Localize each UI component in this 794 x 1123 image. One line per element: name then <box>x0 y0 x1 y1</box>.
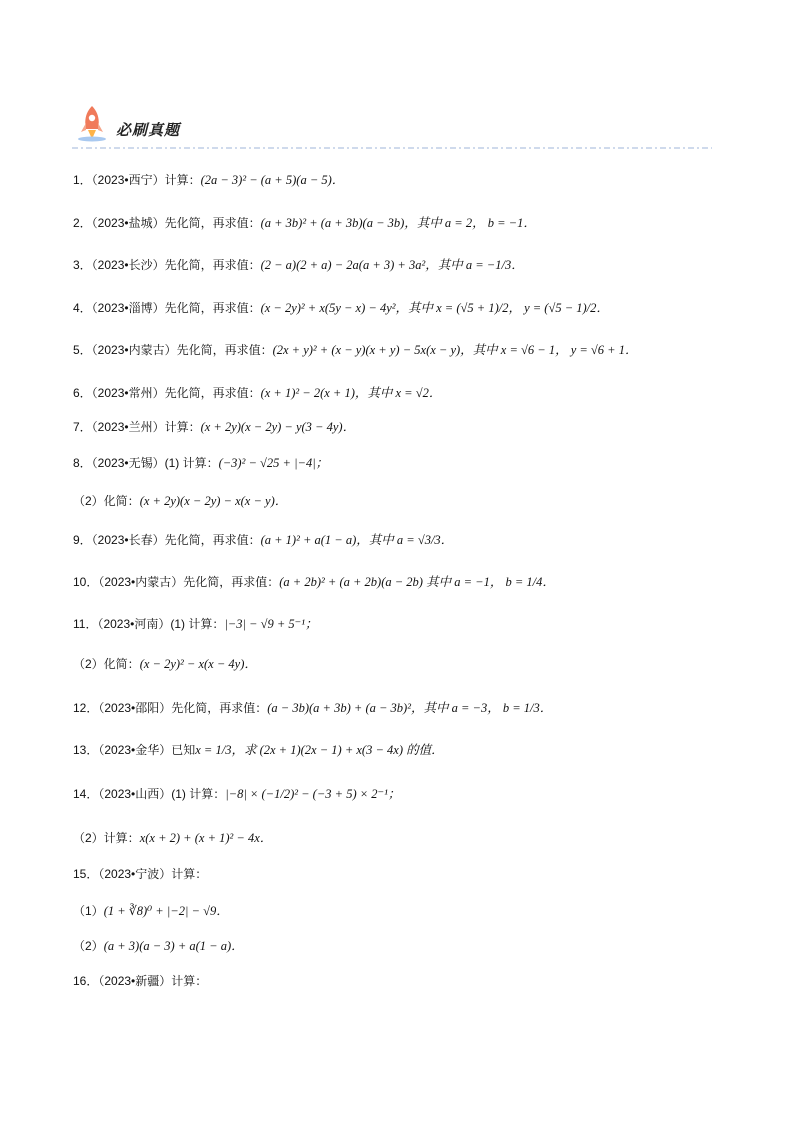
problem-label: （2）化简： <box>73 494 140 508</box>
problem-9 <box>73 531 453 549</box>
problem-label: 3．（2023•长沙）先化简，再求值： <box>73 258 261 272</box>
problem-expression: x(x + 2) + (x + 1)² − 4x． <box>139 831 273 845</box>
problem-expression: (1 + ∛8)⁰ + |−2| − √9． <box>103 904 229 918</box>
problem-1 <box>73 171 344 189</box>
problem-expression: (−3)² − √25 + |−4|； <box>218 456 329 470</box>
problem-label: （2）计算： <box>73 831 140 845</box>
problem-label: 10．（2023•内蒙古）先化简，再求值： <box>73 575 280 589</box>
rocket-icon <box>72 103 112 143</box>
problem-12 <box>73 699 552 717</box>
problem-label: 6．（2023•常州）先化简，再求值： <box>73 386 261 400</box>
problem-label: 9．（2023•长春）先化简，再求值： <box>73 533 261 547</box>
problem-expression: (x − 2y)² − x(x − 4y)． <box>139 657 257 671</box>
problem-expression: (2x + y)² + (x − y)(x + y) − 5x(x − y)，其中 x = √6 − 1， y = √6 + 1． <box>272 343 638 357</box>
problem-5 <box>73 341 637 359</box>
section-title: 必刷真题 <box>116 121 181 139</box>
problem-label: 12．（2023•邵阳）先化简，再求值： <box>73 701 268 715</box>
problem-14-part-1 <box>73 785 400 803</box>
problem-label: 15．（2023•宁波）计算： <box>73 867 208 881</box>
problem-label: 1．（2023•西宁）计算： <box>73 173 201 187</box>
problem-label: （2）化简： <box>73 657 140 671</box>
problem-15-part-2 <box>73 937 244 955</box>
problem-expression: (x + 1)² − 2(x + 1)，其中 x = √2． <box>260 386 442 400</box>
problem-expression: (2a − 3)² − (a + 5)(a − 5)． <box>200 173 345 187</box>
problem-2 <box>73 214 536 232</box>
problem-label: 5．（2023•内蒙古）先化简，再求值： <box>73 343 273 357</box>
problem-expression: (a − 3b)(a + 3b) + (a − 3b)²，其中 a = −3， b = 1/3． <box>267 701 553 715</box>
problem-15-part-1 <box>73 902 229 920</box>
problem-expression: (x + 2y)(x − 2y) − y(3 − 4y)． <box>200 420 356 434</box>
problem-11-part-1 <box>73 615 318 633</box>
problem-expression: |−3| − √9 + 5⁻¹； <box>224 617 318 631</box>
problem-16 <box>73 972 207 990</box>
problem-label: 8．（2023•无锡）(1) 计算： <box>73 456 219 470</box>
problem-expression: |−8| × (−1/2)² − (−3 + 5) × 2⁻¹； <box>225 787 401 801</box>
problem-13 <box>73 741 444 759</box>
problem-3 <box>73 256 524 274</box>
problem-15 <box>73 865 207 883</box>
problem-expression: (a + 3b)² + (a + 3b)(a − 3b)，其中 a = 2， b = −1． <box>260 216 536 230</box>
problem-expression: (a + 3)(a − 3) + a(1 − a)． <box>103 939 244 953</box>
problem-label: 2．（2023•盐城）先化简，再求值： <box>73 216 261 230</box>
problem-label: 13．（2023•金华）已知 <box>73 743 196 757</box>
problem-4 <box>73 299 609 317</box>
problem-expression: (x − 2y)² + x(5y − x) − 4y²，其中 x = (√5 + 1)/2， y = (√5 − 1)/2． <box>260 301 609 315</box>
problem-expression: (a + 2b)² + (a + 2b)(a − 2b) 其中 a = −1， b = 1/4． <box>279 575 555 589</box>
problem-label: 7．（2023•兰州）计算： <box>73 420 201 434</box>
problem-label: 4．（2023•淄博）先化简，再求值： <box>73 301 261 315</box>
section-header <box>72 103 712 151</box>
problem-7 <box>73 418 355 436</box>
problem-label: 11．（2023•河南）(1) 计算： <box>73 617 225 631</box>
problem-14-part-2 <box>73 829 272 847</box>
problem-expression: (x + 2y)(x − 2y) − x(x − y)． <box>139 494 288 508</box>
dashed-divider <box>72 146 712 150</box>
problem-label: 14．（2023•山西）(1) 计算： <box>73 787 226 801</box>
problem-label: （1） <box>73 904 104 918</box>
problem-11-part-2 <box>73 655 257 673</box>
problem-label: 16．（2023•新疆）计算： <box>73 974 208 988</box>
problem-expression: x = 1/3，求 (2x + 1)(2x − 1) + x(3 − 4x) 的值． <box>195 743 444 757</box>
problem-8-part-1 <box>73 454 328 472</box>
problem-label: （2） <box>73 939 104 953</box>
problem-expression: (a + 1)² + a(1 − a)，其中 a = √3/3． <box>260 533 454 547</box>
problem-8-part-2 <box>73 492 287 510</box>
problem-10 <box>73 573 555 591</box>
problem-expression: (2 − a)(2 + a) − 2a(a + 3) + 3a²，其中 a = −1/3． <box>260 258 524 272</box>
problem-6 <box>73 384 441 402</box>
